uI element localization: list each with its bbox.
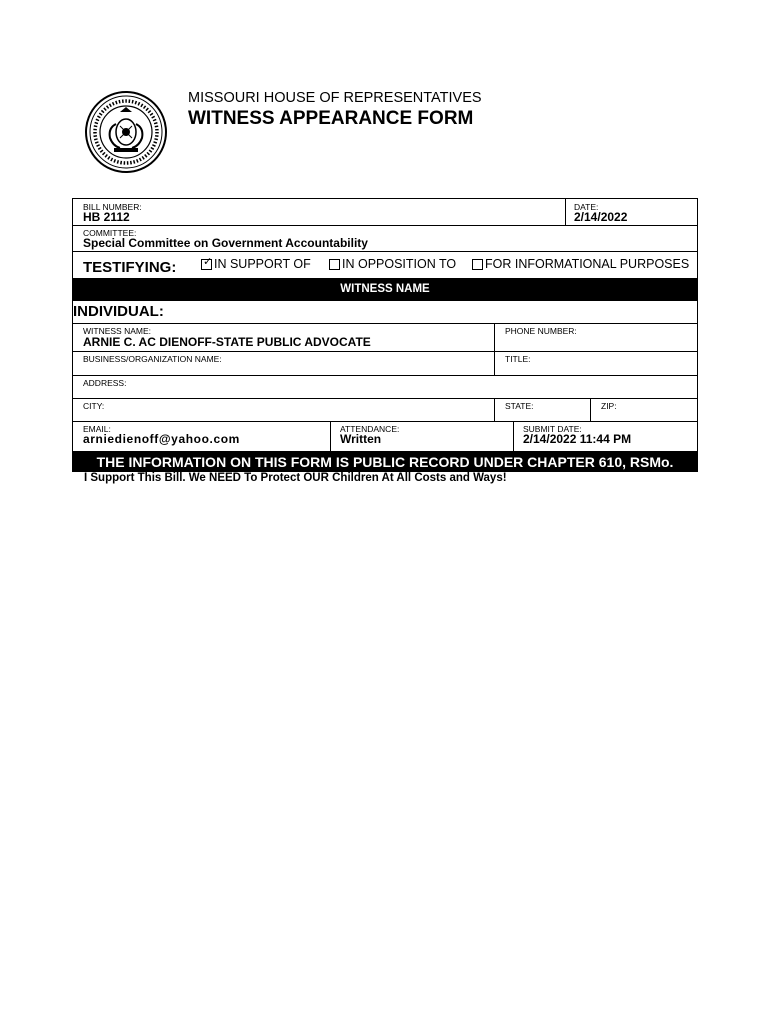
- option-label: IN SUPPORT OF: [214, 257, 311, 271]
- witness-name-value: ARNIE C. AC DIENOFF-STATE PUBLIC ADVOCATE: [83, 335, 371, 349]
- checkbox-checked[interactable]: [201, 255, 213, 270]
- bill-number-label: BILL NUMBER:: [83, 202, 142, 212]
- business-label: BUSINESS/ORGANIZATION NAME:: [83, 354, 222, 364]
- state-seal: [84, 90, 168, 174]
- divider: [494, 398, 495, 421]
- city-label: CITY:: [83, 401, 105, 411]
- witness-name-label: WITNESS NAME:: [83, 326, 152, 336]
- zip-label: ZIP:: [601, 401, 617, 411]
- witness-name-band: WITNESS NAME: [73, 278, 697, 301]
- checkbox[interactable]: [329, 259, 340, 270]
- committee-label: COMMITTEE:: [83, 228, 137, 238]
- divider: [73, 398, 697, 399]
- attendance-label: ATTENDANCE:: [340, 424, 400, 434]
- divider: [590, 398, 591, 421]
- witness-form: [72, 198, 698, 472]
- state-label: STATE:: [505, 401, 534, 411]
- testifying-label: TESTIFYING:: [83, 259, 177, 276]
- divider: [565, 199, 566, 225]
- option-informational[interactable]: [472, 257, 689, 271]
- option-in-opposition[interactable]: [329, 257, 456, 271]
- divider: [73, 251, 697, 252]
- submit-date-value: 2/14/2022 11:44 PM: [523, 432, 632, 446]
- committee-value: Special Committee on Government Accountability: [83, 236, 368, 250]
- divider: [330, 421, 331, 451]
- public-record-notice: THE INFORMATION ON THIS FORM IS PUBLIC RECORD UNDER CHAPTER 610, RSMo.: [73, 451, 697, 472]
- header-subtitle: MISSOURI HOUSE OF REPRESENTATIVES: [188, 90, 482, 106]
- submit-date-label: SUBMIT DATE:: [523, 424, 582, 434]
- date-value: 2/14/2022: [574, 210, 628, 224]
- email-label: EMAIL:: [83, 424, 111, 434]
- divider: [73, 323, 697, 324]
- title-label: TITLE:: [505, 354, 531, 364]
- attendance-value: Written: [340, 432, 382, 446]
- option-label: IN OPPOSITION TO: [342, 257, 457, 271]
- checkbox[interactable]: [472, 259, 483, 270]
- divider: [73, 421, 697, 422]
- divider: [73, 351, 697, 352]
- individual-label: INDIVIDUAL:: [73, 303, 164, 320]
- phone-label: PHONE NUMBER:: [505, 326, 577, 336]
- divider: [73, 225, 697, 226]
- option-label: FOR INFORMATIONAL PURPOSES: [485, 257, 690, 271]
- divider: [73, 375, 697, 376]
- date-label: DATE:: [574, 202, 599, 212]
- checkmark-icon: ✓: [203, 255, 213, 268]
- option-in-support[interactable]: [201, 257, 311, 271]
- divider: [513, 421, 514, 451]
- email-value: arniedienoff@yahoo.com: [83, 432, 240, 446]
- address-label: ADDRESS:: [83, 378, 127, 388]
- bill-number-value: HB 2112: [83, 210, 130, 224]
- divider: [494, 323, 495, 376]
- witness-comment: I Support This Bill. We NEED To Protect OUR Children At All Costs and Ways!: [84, 472, 507, 484]
- form-title: WITNESS APPEARANCE FORM: [188, 108, 474, 129]
